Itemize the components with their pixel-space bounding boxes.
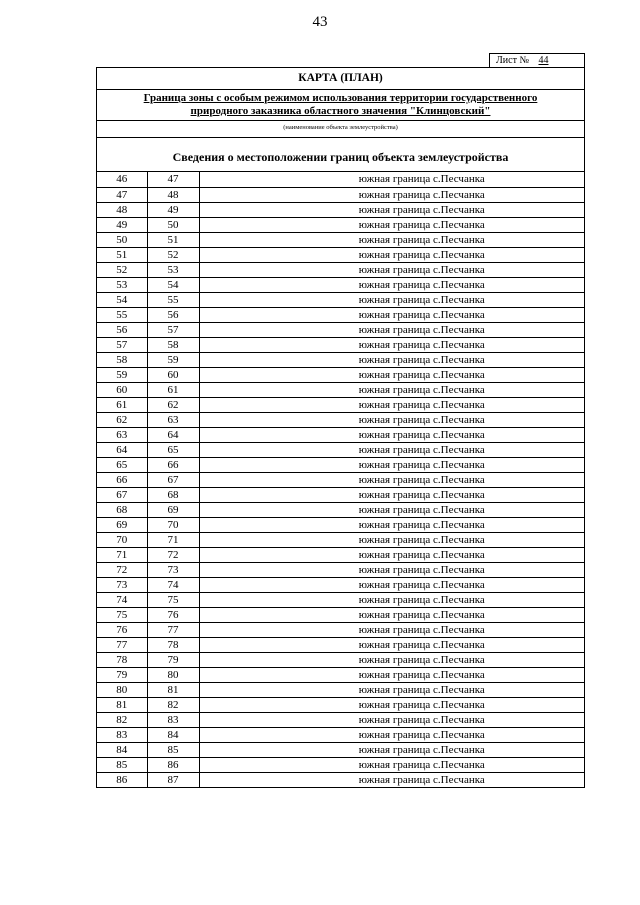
table-row xyxy=(97,187,584,202)
description-cell: южная граница с.Песчанка xyxy=(199,697,584,712)
table-row xyxy=(97,397,584,412)
point-from-cell: 56 xyxy=(97,322,147,337)
description-cell: южная граница с.Песчанка xyxy=(199,547,584,562)
table-row xyxy=(97,652,584,667)
point-from-cell: 80 xyxy=(97,682,147,697)
point-from-cell: 70 xyxy=(97,532,147,547)
point-to-cell: 68 xyxy=(147,487,199,502)
point-from-cell: 85 xyxy=(97,757,147,772)
point-to-cell: 70 xyxy=(147,517,199,532)
table-row xyxy=(97,622,584,637)
point-to-cell: 52 xyxy=(147,247,199,262)
point-to-cell: 54 xyxy=(147,277,199,292)
description-cell: южная граница с.Песчанка xyxy=(199,532,584,547)
table-row xyxy=(97,352,584,367)
point-from-cell: 67 xyxy=(97,487,147,502)
section-title: Сведения о местоположении границ объекта землеустройства xyxy=(97,138,584,172)
table-row xyxy=(97,307,584,322)
point-from-cell: 82 xyxy=(97,712,147,727)
description-cell: южная граница с.Песчанка xyxy=(199,232,584,247)
page-number: 43 xyxy=(312,14,328,30)
point-from-cell: 68 xyxy=(97,502,147,517)
point-from-cell: 66 xyxy=(97,472,147,487)
point-from-cell: 79 xyxy=(97,667,147,682)
table-row xyxy=(97,757,584,772)
point-from-cell: 81 xyxy=(97,697,147,712)
point-to-cell: 81 xyxy=(147,682,199,697)
point-to-cell: 78 xyxy=(147,637,199,652)
sheet-number-box xyxy=(489,53,585,67)
point-from-cell: 54 xyxy=(97,292,147,307)
table-row xyxy=(97,502,584,517)
table-row xyxy=(97,547,584,562)
description-cell: южная граница с.Песчанка xyxy=(199,382,584,397)
point-to-cell: 53 xyxy=(147,262,199,277)
table-row xyxy=(97,202,584,217)
point-to-cell: 73 xyxy=(147,562,199,577)
table-row xyxy=(97,577,584,592)
table-row xyxy=(97,322,584,337)
description-cell: южная граница с.Песчанка xyxy=(199,517,584,532)
point-to-cell: 59 xyxy=(147,352,199,367)
point-from-cell: 62 xyxy=(97,412,147,427)
sheet-number: 44 xyxy=(538,55,549,66)
description-cell: южная граница с.Песчанка xyxy=(199,562,584,577)
table-row xyxy=(97,667,584,682)
point-from-cell: 59 xyxy=(97,367,147,382)
description-cell: южная граница с.Песчанка xyxy=(199,457,584,472)
description-cell: южная граница с.Песчанка xyxy=(199,742,584,757)
sheet-label: Лист № xyxy=(496,55,529,66)
point-from-cell: 46 xyxy=(97,172,147,187)
point-from-cell: 57 xyxy=(97,337,147,352)
point-from-cell: 47 xyxy=(97,187,147,202)
table-row xyxy=(97,697,584,712)
table-row xyxy=(97,367,584,382)
point-to-cell: 86 xyxy=(147,757,199,772)
point-to-cell: 69 xyxy=(147,502,199,517)
point-to-cell: 79 xyxy=(147,652,199,667)
point-from-cell: 48 xyxy=(97,202,147,217)
description-cell: южная граница с.Песчанка xyxy=(199,772,584,787)
point-to-cell: 64 xyxy=(147,427,199,442)
point-to-cell: 65 xyxy=(147,442,199,457)
table-row xyxy=(97,217,584,232)
point-from-cell: 83 xyxy=(97,727,147,742)
point-from-cell: 64 xyxy=(97,442,147,457)
description-cell: южная граница с.Песчанка xyxy=(199,262,584,277)
point-to-cell: 72 xyxy=(147,547,199,562)
point-from-cell: 50 xyxy=(97,232,147,247)
point-to-cell: 75 xyxy=(147,592,199,607)
description-cell: южная граница с.Песчанка xyxy=(199,172,584,187)
point-from-cell: 71 xyxy=(97,547,147,562)
description-cell: южная граница с.Песчанка xyxy=(199,667,584,682)
description-cell: южная граница с.Песчанка xyxy=(199,577,584,592)
description-cell: южная граница с.Песчанка xyxy=(199,277,584,292)
point-to-cell: 82 xyxy=(147,697,199,712)
description-cell: южная граница с.Песчанка xyxy=(199,592,584,607)
document-frame xyxy=(96,67,585,788)
table-row xyxy=(97,742,584,757)
point-from-cell: 75 xyxy=(97,607,147,622)
table-row xyxy=(97,382,584,397)
table-row xyxy=(97,517,584,532)
table-row xyxy=(97,427,584,442)
object-name-line2: природного заказника областного значения "Клинцовский" xyxy=(190,105,491,117)
description-cell: южная граница с.Песчанка xyxy=(199,652,584,667)
description-cell: южная граница с.Песчанка xyxy=(199,607,584,622)
table-row xyxy=(97,727,584,742)
point-to-cell: 58 xyxy=(147,337,199,352)
table-row xyxy=(97,487,584,502)
table-row xyxy=(97,472,584,487)
description-cell: южная граница с.Песчанка xyxy=(199,202,584,217)
point-to-cell: 55 xyxy=(147,292,199,307)
description-cell: южная граница с.Песчанка xyxy=(199,757,584,772)
point-to-cell: 80 xyxy=(147,667,199,682)
object-caption: (наименование объекта землеустройства) xyxy=(97,121,584,138)
table-row xyxy=(97,442,584,457)
table-row xyxy=(97,562,584,577)
table-row xyxy=(97,337,584,352)
table-row xyxy=(97,232,584,247)
point-to-cell: 61 xyxy=(147,382,199,397)
point-from-cell: 74 xyxy=(97,592,147,607)
description-cell: южная граница с.Песчанка xyxy=(199,307,584,322)
point-from-cell: 72 xyxy=(97,562,147,577)
point-to-cell: 71 xyxy=(147,532,199,547)
point-to-cell: 63 xyxy=(147,412,199,427)
object-name-line1: Граница зоны с особым режимом использования территории государственного xyxy=(143,92,538,104)
point-to-cell: 85 xyxy=(147,742,199,757)
table-row xyxy=(97,607,584,622)
description-cell: южная граница с.Песчанка xyxy=(199,502,584,517)
description-cell: южная граница с.Песчанка xyxy=(199,487,584,502)
point-to-cell: 50 xyxy=(147,217,199,232)
table-row xyxy=(97,637,584,652)
description-cell: южная граница с.Песчанка xyxy=(199,217,584,232)
description-cell: южная граница с.Песчанка xyxy=(199,442,584,457)
description-cell: южная граница с.Песчанка xyxy=(199,682,584,697)
description-cell: южная граница с.Песчанка xyxy=(199,337,584,352)
table-row xyxy=(97,712,584,727)
description-cell: южная граница с.Песчанка xyxy=(199,412,584,427)
table-row xyxy=(97,277,584,292)
point-from-cell: 78 xyxy=(97,652,147,667)
point-from-cell: 53 xyxy=(97,277,147,292)
description-cell: южная граница с.Песчанка xyxy=(199,637,584,652)
description-cell: южная граница с.Песчанка xyxy=(199,712,584,727)
description-cell: южная граница с.Песчанка xyxy=(199,247,584,262)
table-row xyxy=(97,772,584,787)
table-row xyxy=(97,262,584,277)
point-to-cell: 74 xyxy=(147,577,199,592)
point-from-cell: 77 xyxy=(97,637,147,652)
point-from-cell: 69 xyxy=(97,517,147,532)
description-cell: южная граница с.Песчанка xyxy=(199,397,584,412)
map-title: КАРТА (ПЛАН) xyxy=(97,68,584,90)
object-name xyxy=(97,90,584,121)
point-to-cell: 87 xyxy=(147,772,199,787)
description-cell: южная граница с.Песчанка xyxy=(199,727,584,742)
point-from-cell: 63 xyxy=(97,427,147,442)
point-from-cell: 49 xyxy=(97,217,147,232)
point-from-cell: 65 xyxy=(97,457,147,472)
boundary-table xyxy=(97,172,584,787)
point-to-cell: 76 xyxy=(147,607,199,622)
point-from-cell: 52 xyxy=(97,262,147,277)
point-to-cell: 62 xyxy=(147,397,199,412)
point-from-cell: 60 xyxy=(97,382,147,397)
point-to-cell: 84 xyxy=(147,727,199,742)
description-cell: южная граница с.Песчанка xyxy=(199,367,584,382)
point-to-cell: 83 xyxy=(147,712,199,727)
point-from-cell: 55 xyxy=(97,307,147,322)
point-to-cell: 47 xyxy=(147,172,199,187)
point-to-cell: 67 xyxy=(147,472,199,487)
table-row xyxy=(97,172,584,187)
point-from-cell: 51 xyxy=(97,247,147,262)
description-cell: южная граница с.Песчанка xyxy=(199,472,584,487)
table-row xyxy=(97,412,584,427)
point-to-cell: 66 xyxy=(147,457,199,472)
point-from-cell: 84 xyxy=(97,742,147,757)
table-row xyxy=(97,682,584,697)
point-from-cell: 61 xyxy=(97,397,147,412)
point-to-cell: 51 xyxy=(147,232,199,247)
description-cell: южная граница с.Песчанка xyxy=(199,352,584,367)
description-cell: южная граница с.Песчанка xyxy=(199,292,584,307)
point-from-cell: 73 xyxy=(97,577,147,592)
table-row xyxy=(97,247,584,262)
description-cell: южная граница с.Песчанка xyxy=(199,322,584,337)
point-from-cell: 86 xyxy=(97,772,147,787)
point-to-cell: 60 xyxy=(147,367,199,382)
point-to-cell: 56 xyxy=(147,307,199,322)
point-from-cell: 58 xyxy=(97,352,147,367)
point-to-cell: 48 xyxy=(147,187,199,202)
table-row xyxy=(97,292,584,307)
description-cell: южная граница с.Песчанка xyxy=(199,427,584,442)
point-from-cell: 76 xyxy=(97,622,147,637)
description-cell: южная граница с.Песчанка xyxy=(199,187,584,202)
point-to-cell: 77 xyxy=(147,622,199,637)
point-to-cell: 49 xyxy=(147,202,199,217)
table-row xyxy=(97,532,584,547)
point-to-cell: 57 xyxy=(147,322,199,337)
table-row xyxy=(97,457,584,472)
description-cell: южная граница с.Песчанка xyxy=(199,622,584,637)
table-row xyxy=(97,592,584,607)
